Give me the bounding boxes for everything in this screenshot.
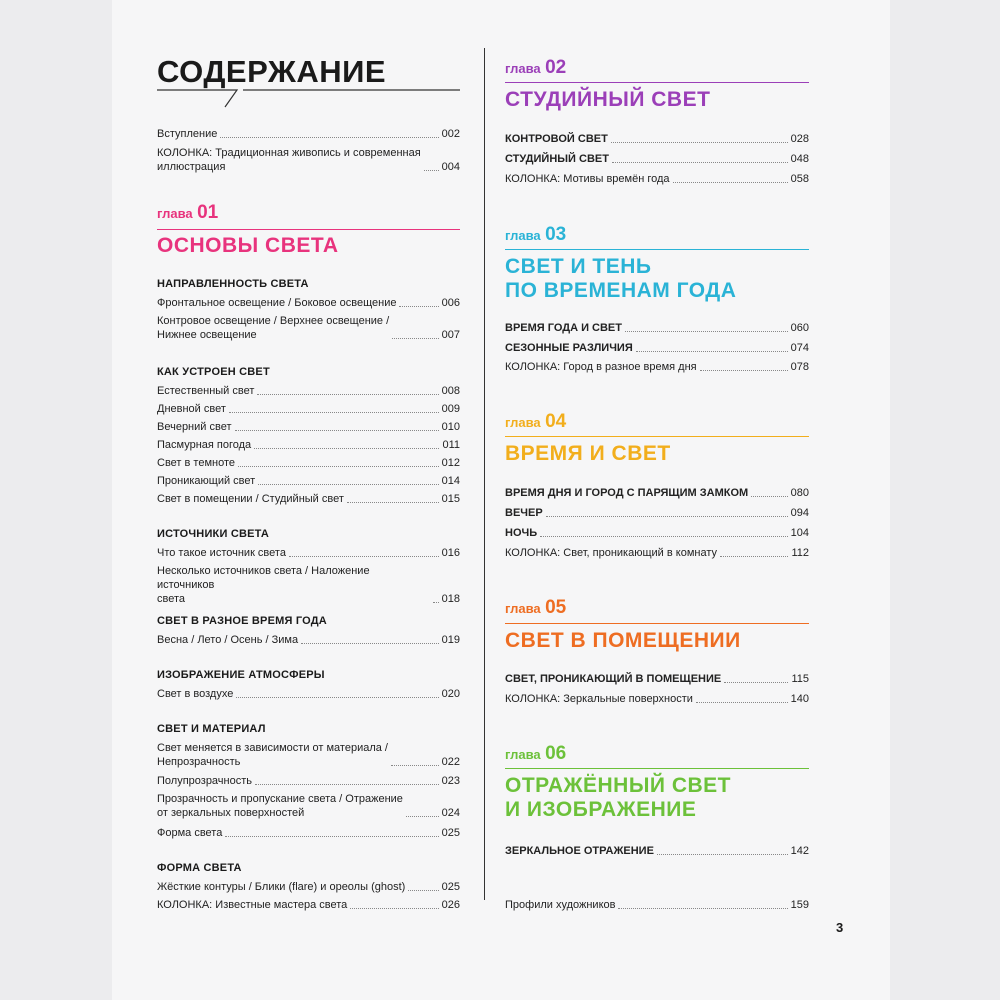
title-underline	[157, 52, 460, 110]
section-title: ИЗОБРАЖЕНИЕ АТМОСФЕРЫ	[157, 669, 325, 681]
toc-entry[interactable]: Прозрачность и пропускание света / Отражение от зеркальных поверхностей 024	[157, 793, 460, 819]
section-title: СВЕТ И МАТЕРИАЛ	[157, 723, 266, 735]
toc-entry[interactable]: Весна / Лето / Осень / Зима 019	[157, 634, 460, 646]
chapter-04-rule	[505, 436, 809, 437]
toc-entry[interactable]: СЕЗОННЫЕ РАЗЛИЧИЯ 074	[505, 342, 809, 354]
toc-entry[interactable]: Вечерний свет 010	[157, 421, 460, 433]
toc-entry[interactable]: Форма света 025	[157, 827, 460, 839]
chapter-02-rule	[505, 82, 809, 83]
chapter-06-rule	[505, 768, 809, 769]
toc-entry[interactable]: ВЕЧЕР 094	[505, 507, 809, 519]
toc-entry[interactable]: КОЛОНКА: Традиционная живопись и современная иллюстрация 004	[157, 147, 460, 173]
chapter-05-label: глава 05	[505, 597, 567, 618]
toc-entry[interactable]: КОЛОНКА: Свет, проникающий в комнату 112	[505, 547, 809, 559]
chapter-04-title: ВРЕМЯ И СВЕТ	[505, 442, 671, 465]
section-title: ИСТОЧНИКИ СВЕТА	[157, 528, 270, 540]
section-title: ФОРМА СВЕТА	[157, 862, 242, 874]
toc-entry[interactable]: КОЛОНКА: Зеркальные поверхности 140	[505, 693, 809, 705]
chapter-03-rule	[505, 249, 809, 250]
toc-entry[interactable]: Жёсткие контуры / Блики (flare) и ореолы (ghost) 025	[157, 881, 460, 893]
toc-entry[interactable]: Свет в помещении / Студийный свет 015	[157, 493, 460, 505]
toc-entry[interactable]: Полупрозрачность 023	[157, 775, 460, 787]
chapter-02-label: глава 02	[505, 57, 567, 78]
toc-entry[interactable]: Несколько источников света / Наложение источников света 018	[157, 565, 460, 605]
toc-entry-profiles[interactable]: Профили художников 159	[505, 899, 809, 911]
toc-entry[interactable]: КОЛОНКА: Мотивы времён года 058	[505, 173, 809, 185]
toc-entry[interactable]: КОНТРОВОЙ СВЕТ 028	[505, 133, 809, 145]
chapter-03-label: глава 03	[505, 224, 567, 245]
section-title: НАПРАВЛЕННОСТЬ СВЕТА	[157, 278, 309, 290]
chapter-02-title: СТУДИЙНЫЙ СВЕТ	[505, 88, 711, 111]
chapter-01-title: ОСНОВЫ СВЕТА	[157, 234, 339, 257]
page-number: 3	[836, 920, 844, 935]
toc-entry[interactable]: Проникающий свет 014	[157, 475, 460, 487]
toc-entry[interactable]: КОЛОНКА: Город в разное время дня 078	[505, 361, 809, 373]
chapter-06-title: ОТРАЖЁННЫЙ СВЕТ И ИЗОБРАЖЕНИЕ	[505, 774, 732, 821]
chapter-05-title: СВЕТ В ПОМЕЩЕНИИ	[505, 629, 741, 652]
toc-entry[interactable]: КОЛОНКА: Известные мастера света 026	[157, 899, 460, 911]
toc-entry[interactable]: Пасмурная погода 011	[157, 439, 460, 451]
toc-entry[interactable]: Что такое источник света 016	[157, 547, 460, 559]
column-divider	[484, 48, 485, 900]
toc-entry[interactable]: Свет в воздухе 020	[157, 688, 460, 700]
toc-entry[interactable]: Контровое освещение / Верхнее освещение / Нижнее освещение 007	[157, 315, 460, 341]
chapter-01-rule	[157, 229, 460, 230]
toc-entry[interactable]: ВРЕМЯ ДНЯ И ГОРОД С ПАРЯЩИМ ЗАМКОМ 080	[505, 487, 809, 499]
toc-entry[interactable]: СТУДИЙНЫЙ СВЕТ 048	[505, 153, 809, 165]
chapter-06-label: глава 06	[505, 743, 567, 764]
toc-entry[interactable]: Свет меняется в зависимости от материала / Непрозрачность 022	[157, 742, 460, 768]
chapter-01-label: глава 01	[157, 202, 219, 223]
toc-entry[interactable]: СВЕТ, ПРОНИКАЮЩИЙ В ПОМЕЩЕНИЕ 115	[505, 673, 809, 685]
toc-entry[interactable]: НОЧЬ 104	[505, 527, 809, 539]
toc-entry[interactable]: ВРЕМЯ ГОДА И СВЕТ 060	[505, 322, 809, 334]
section-title: СВЕТ В РАЗНОЕ ВРЕМЯ ГОДА	[157, 615, 327, 627]
toc-entry[interactable]: Фронтальное освещение / Боковое освещение 006	[157, 297, 460, 309]
toc-entry[interactable]: ЗЕРКАЛЬНОЕ ОТРАЖЕНИЕ 142	[505, 845, 809, 857]
chapter-05-rule	[505, 623, 809, 624]
toc-entry[interactable]: Естественный свет 008	[157, 385, 460, 397]
toc-entry[interactable]: Свет в темноте 012	[157, 457, 460, 469]
toc-entry[interactable]: Дневной свет 009	[157, 403, 460, 415]
toc-header	[157, 52, 460, 110]
chapter-03-title: СВЕТ И ТЕНЬ ПО ВРЕМЕНАМ ГОДА	[505, 255, 737, 302]
toc-title: СОДЕРЖАНИЕ	[157, 54, 387, 89]
toc-entry[interactable]: Вступление 002	[157, 128, 460, 140]
section-title: КАК УСТРОЕН СВЕТ	[157, 366, 270, 378]
chapter-04-label: глава 04	[505, 411, 567, 432]
